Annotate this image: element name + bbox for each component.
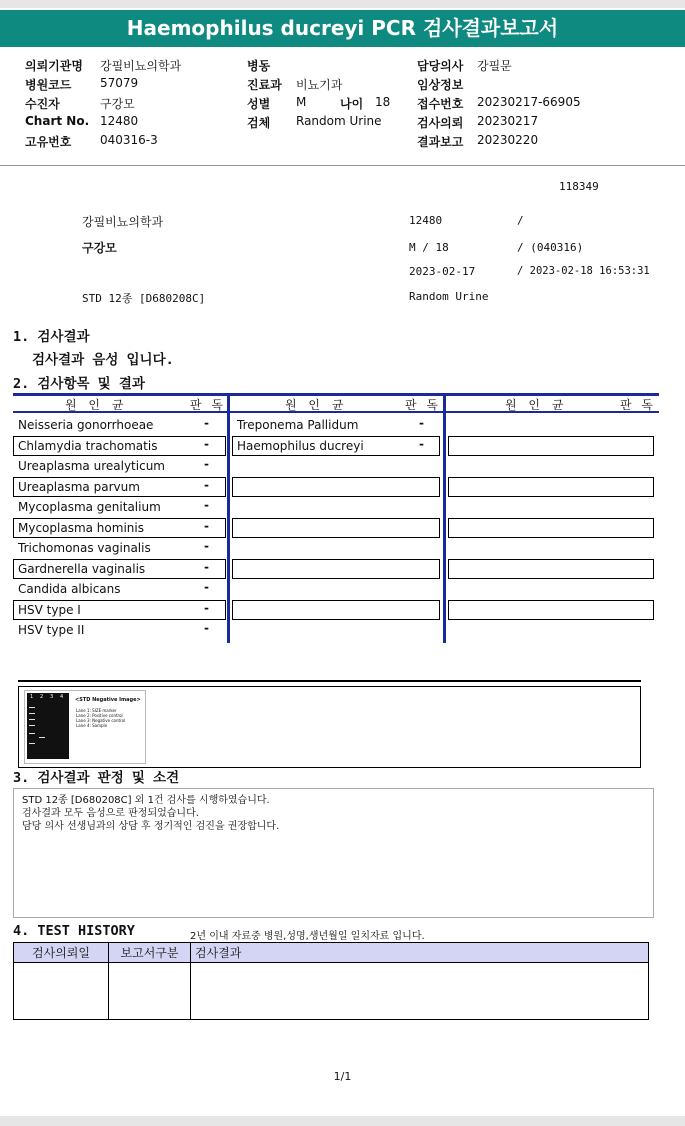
specimen-type: Random Urine <box>409 290 489 303</box>
section-1-title: 1. 검사결과 <box>13 329 90 345</box>
gel-title: <STD Negative Image> <box>75 697 141 703</box>
empty-result-box <box>232 518 440 538</box>
header-label: Chart No. <box>25 114 90 128</box>
result-value: - <box>204 477 209 492</box>
marker-band <box>29 719 35 720</box>
organism-name: Ureaplasma urealyticum <box>18 459 165 473</box>
sex-value: M <box>296 95 307 109</box>
col1-organism-header: 원 인 균 <box>65 398 128 412</box>
header-label: 고유번호 <box>25 135 72 149</box>
organism-name: Chlamydia trachomatis <box>18 438 158 453</box>
dept-label: 진료과 <box>247 78 282 92</box>
organism-name: Mycoplasma hominis <box>18 520 144 535</box>
legend-lane-2: Lane 2: Positive control <box>76 713 123 718</box>
dept-value: 비뇨기과 <box>296 78 343 92</box>
patient-name: 구강모 <box>82 241 117 255</box>
gel-section-rule <box>18 680 641 682</box>
marker-band <box>29 713 35 714</box>
empty-result-box <box>232 600 440 620</box>
lane-2-label: 2 <box>40 694 44 700</box>
test-name: STD 12종 [D680208C] <box>82 292 206 305</box>
header-divider <box>0 165 685 166</box>
header-value: 57079 <box>100 76 139 90</box>
result-value: - <box>204 621 209 635</box>
history-note: 2년 이내 자료중 병원,성명,생년월일 일치자료 입니다. <box>190 931 425 942</box>
history-header-request-date: 검사의뢰일 <box>14 943 109 963</box>
legend-lane-4: Lane 4: Sample <box>76 723 108 728</box>
result-value: - <box>204 457 209 471</box>
opinion-line-2: 검사결과 모두 음성으로 판정되었습니다. <box>22 808 199 819</box>
legend-lane-1: Lane 1: SIZE marker <box>76 708 117 713</box>
organism-name: HSV type I <box>18 602 81 617</box>
organism-name: Gardnerella vaginalis <box>18 561 146 576</box>
unique-number: / (040316) <box>517 241 584 254</box>
marker-band <box>29 733 35 734</box>
gel-image <box>24 690 146 764</box>
page-number: 1/1 <box>333 1070 352 1083</box>
organism-name: HSV type II <box>18 623 85 637</box>
specimen-value: Random Urine <box>296 114 382 128</box>
top-strip <box>0 0 685 8</box>
organism-name: Treponema Pallidum <box>237 418 359 432</box>
empty-result-box <box>448 477 654 497</box>
result-value: - <box>204 600 209 615</box>
age-label: 나이 <box>340 97 364 111</box>
column-divider-2 <box>443 393 446 643</box>
history-empty-row <box>14 963 649 1020</box>
slash-separator: / <box>517 214 524 227</box>
header-label: 결과보고 <box>417 135 464 149</box>
test-history-table <box>13 942 649 1020</box>
organism-name: Mycoplasma genitalium <box>18 500 161 514</box>
organism-name: Haemophilus ducreyi <box>237 438 364 453</box>
chart-number: 12480 <box>409 214 443 227</box>
history-cell <box>109 963 191 1020</box>
bottom-strip <box>0 1116 685 1126</box>
organism-name: Candida albicans <box>18 582 121 596</box>
header-value: 20230217-66905 <box>477 95 581 109</box>
request-date: 2023-02-17 <box>409 265 476 278</box>
col1-result-header: 판 독 <box>190 398 226 412</box>
header-label: 의뢰기관명 <box>25 59 83 73</box>
history-cell <box>191 963 649 1020</box>
result-summary: 검사결과 음성 입니다. <box>32 352 174 368</box>
history-header-row <box>14 943 649 963</box>
legend-lane-3: Lane 3: Negative control <box>76 718 126 723</box>
organism-name: Neisseria gonorrhoeae <box>18 418 154 432</box>
history-cell <box>14 963 109 1020</box>
header-value: 강필문 <box>477 59 512 73</box>
col3-result-header: 판 독 <box>620 398 656 412</box>
header-value: 강필비뇨의학과 <box>100 59 182 73</box>
empty-result-box <box>448 559 654 579</box>
header-label: 병원코드 <box>25 78 72 92</box>
document-number: 118349 <box>559 180 599 193</box>
report-datetime: / 2023-02-18 16:53:31 <box>517 265 650 277</box>
header-value: 20230220 <box>477 133 539 147</box>
section-4-title: 4. TEST HISTORY <box>13 923 135 939</box>
result-value: - <box>204 559 209 574</box>
header-label: 검사의뢰 <box>417 116 464 130</box>
organism-name: Trichomonas vaginalis <box>18 541 151 555</box>
col2-organism-header: 원 인 균 <box>285 398 348 412</box>
column-divider-1 <box>227 393 230 643</box>
lane-4-label: 4 <box>60 694 64 700</box>
gel-photo <box>27 693 69 759</box>
opinion-line-1: STD 12종 [D680208C] 외 1건 검사를 시행하였습니다. <box>22 795 270 806</box>
opinion-box <box>13 788 654 918</box>
result-value: - <box>204 539 209 553</box>
positive-band <box>39 737 45 738</box>
history-header-result: 검사결과 <box>191 943 649 963</box>
header-value: 구강모 <box>100 97 135 111</box>
result-value: - <box>204 436 209 451</box>
marker-band <box>29 707 35 708</box>
header-value: 040316-3 <box>100 133 158 147</box>
empty-result-box <box>448 600 654 620</box>
header-label: 수진자 <box>25 97 60 111</box>
section-3-title: 3. 검사결과 판정 및 소견 <box>13 770 180 786</box>
sex-label: 성별 <box>247 97 271 111</box>
ward-label: 병동 <box>247 59 271 73</box>
result-value: - <box>204 518 209 533</box>
header-label: 임상정보 <box>417 78 464 92</box>
empty-result-box <box>448 436 654 456</box>
marker-band <box>29 725 35 726</box>
col3-organism-header: 원 인 균 <box>505 398 568 412</box>
result-value: - <box>204 498 209 512</box>
history-header-report-type: 보고서구분 <box>109 943 191 963</box>
header-value: 12480 <box>100 114 139 128</box>
section-2-title: 2. 검사항목 및 결과 <box>13 376 145 392</box>
lane-1-label: 1 <box>30 694 34 700</box>
organism-name: Ureaplasma parvum <box>18 479 140 494</box>
result-value: - <box>419 416 424 430</box>
header-label: 담당의사 <box>417 59 464 73</box>
header-value: 20230217 <box>477 114 539 128</box>
sex-age: M / 18 <box>409 241 449 254</box>
lane-3-label: 3 <box>50 694 54 700</box>
result-value: - <box>419 436 424 451</box>
report-title: Haemophilus ducreyi PCR 검사결과보고서 <box>0 10 685 47</box>
col2-result-header: 판 독 <box>405 398 441 412</box>
result-value: - <box>204 416 209 430</box>
empty-result-box <box>232 559 440 579</box>
specimen-label: 검체 <box>247 116 271 130</box>
marker-band <box>29 743 35 744</box>
empty-result-box <box>448 518 654 538</box>
gel-legend <box>76 708 125 728</box>
empty-result-box <box>232 477 440 497</box>
result-value: - <box>204 580 209 594</box>
age-value: 18 <box>375 95 391 109</box>
opinion-line-3: 담당 의사 선생님과의 상담 후 정기적인 검진을 권장합니다. <box>22 821 280 832</box>
header-label: 접수번호 <box>417 97 464 111</box>
clinic-name: 강필비뇨의학과 <box>82 215 164 229</box>
